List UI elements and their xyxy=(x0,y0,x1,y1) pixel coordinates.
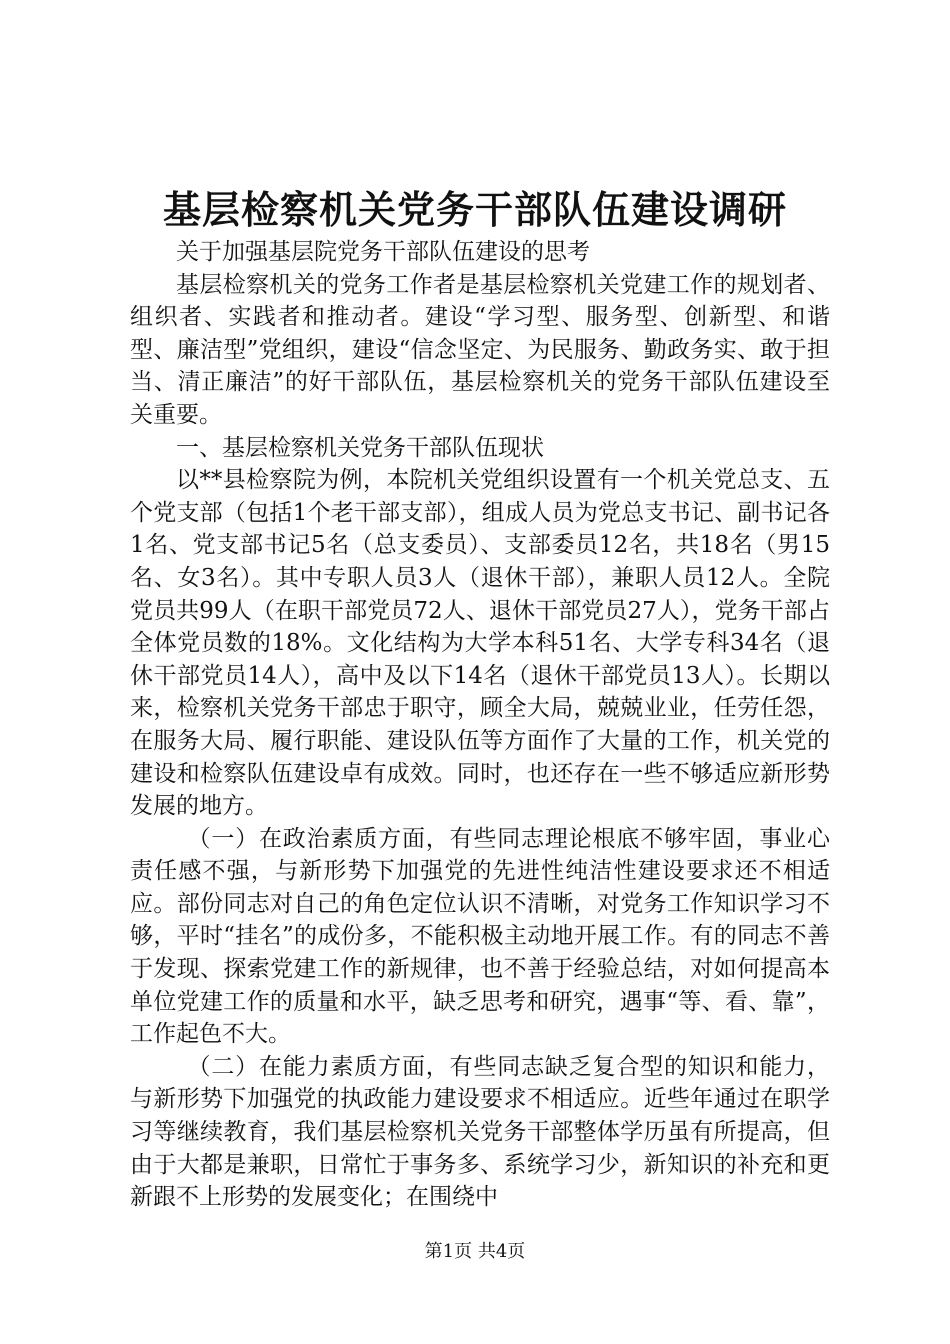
document-body xyxy=(130,236,830,1214)
paragraph-ability-quality: （二）在能力素质方面，有些同志缺乏复合型的知识和能力，与新形势下加强党的执政能力建设要求不相适应。近些年通过在职学习等继续教育，我们基层检察机关党务干部整体学历虽有所提高，但由于大都是兼职，日常忙于事务多、系统学习少，新知识的补充和更新跟不上形势的发展变化；在围绕中 xyxy=(130,1053,830,1211)
paragraph-status: 以**县检察院为例，本院机关党组织设置有一个机关党总支、五个党支部（包括1个老干部支部），组成人员为党总支书记、副书记各1名、党支部书记5名（总支委员）、支部委员12名，共18名（男15名、女3名）。其中专职人员3人（退休干部），兼职人员12人。全院党员共99人（在职干部党员72人、退休干部党员27人），党务干部占全体党员数的18%。文化结构为大学本科51名、大学专科34名（退休干部党员14人），高中及以下14名（退休干部党员13人）。长期以来，检察机关党务干部忠于职守，顾全大局，兢兢业业，任劳任怨，在服务大局、履行职能、建设队伍等方面作了大量的工作，机关党的建设和检察队伍建设卓有成效。同时，也还存在一些不够适应新形势发展的地方。 xyxy=(130,467,830,820)
document-title: 基层检察机关党务干部队伍建设调研 xyxy=(162,187,787,232)
paragraph-intro: 基层检察机关的党务工作者是基层检察机关党建工作的规划者、组织者、实践者和推动者。建设“学习型、服务型、创新型、和谐型、廉洁型”党组织，建设“信念坚定、为民服务、勤政务实、敢于担当、清正廉洁”的好干部队伍，基层检察机关的党务干部队伍建设至关重要。 xyxy=(130,271,830,428)
paragraph-subtitle: 关于加强基层院党务干部队伍建设的思考 xyxy=(176,239,590,265)
paragraph-section-heading: 一、基层检察机关党务干部队伍现状 xyxy=(176,434,544,461)
page-number-footer: 第1页 共4页 xyxy=(424,1241,526,1262)
paragraph-political-quality: （一）在政治素质方面，有些同志理论根底不够牢固，事业心责任感不强，与新形势下加强党的先进性纯洁性建设要求还不相适应。部份同志对自己的角色定位认识不清晰，对党务工作知识学习不够，平时“挂名”的成份多，不能积极主动地开展工作。有的同志不善于发现、探索党建工作的新规律，也不善于经验总结，对如何提高本单位党建工作的质量和水平，缺乏思考和研究，遇事“等、看、靠”，工作起色不大。 xyxy=(130,825,830,1048)
